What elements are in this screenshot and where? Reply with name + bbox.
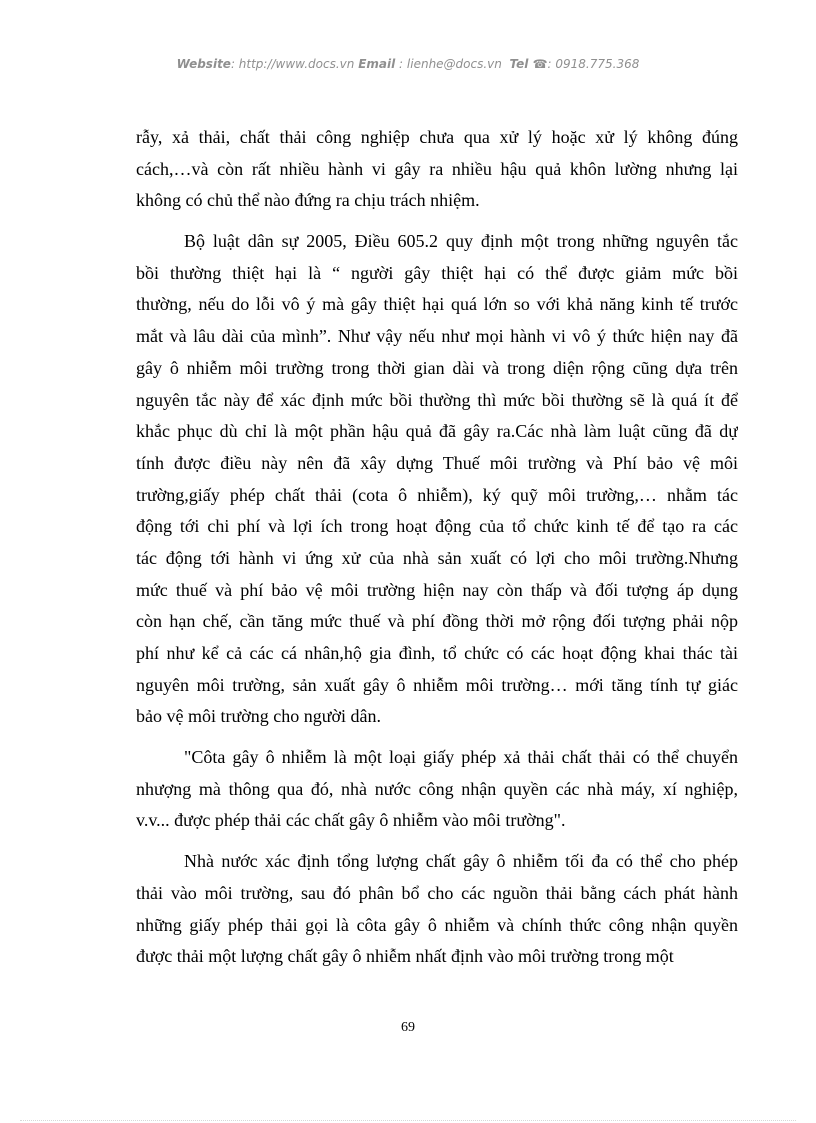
- paragraph-line: bảo vệ môi trường cho người dân.: [136, 706, 382, 727]
- paragraph-line: Bộ luật dân sự 2005, Điều 605.2 quy định một trong những nguyên tắc: [184, 231, 738, 252]
- website-label: Website: [176, 57, 231, 71]
- paragraph-line: những giấy phép thải gọi là côta gây ô nhiễm và chính thức công nhận quyền: [136, 914, 738, 935]
- email-label: Email: [358, 57, 396, 71]
- paragraph: [136, 127, 738, 222]
- paragraph-line: mắt và lâu dài của mình”. Như vậy nếu như mọi hành vi vô ý thức hiện nay đã: [136, 326, 738, 347]
- paragraph-line: phí như kể cả các cá nhân,hộ gia đình, tổ chức có các hoạt động khai thác tài: [136, 643, 738, 663]
- paragraph-line: thường, nếu do lỗi vô ý mà gây thiệt hại quá lớn so với khả năng kinh tế trước: [136, 294, 738, 315]
- page-number: 69: [401, 1020, 415, 1035]
- paragraph-line: khắc phục dù chỉ là một phần hậu quả đã gây ra.Các nhà làm luật cũng đã dự: [136, 421, 738, 442]
- paragraph-line: rẫy, xả thải, chất thải công nghiệp chưa qua xử lý hoặc xử lý không đúng: [136, 127, 738, 147]
- paragraph-line: "Côta gây ô nhiễm là một loại giấy phép xả thải chất thải có thể chuyển: [184, 747, 738, 768]
- paragraph-line: nguyên tắc này để xác định mức bồi thường thì mức bồi thường sẽ là quá ít để: [136, 389, 738, 410]
- paragraph: [136, 851, 738, 978]
- paragraph-line: còn hạn chế, cần tăng mức thuế và phí đồng thời mở rộng đối tượng phải nộp: [136, 611, 738, 632]
- tel-label: Tel ☎: [509, 57, 548, 71]
- paragraph-gap: [136, 738, 738, 747]
- paragraph-gap: [136, 222, 738, 231]
- paragraph-line: được thải một lượng chất gây ô nhiễm nhất định vào môi trường trong một: [136, 946, 674, 967]
- paragraph-line: nguyên môi trường, sản xuất gây ô nhiễm môi trường… mới tăng tính tự giác: [136, 674, 738, 695]
- paragraph-line: tính được điều này nên đã xây dựng Thuế môi trường và Phí bảo vệ môi: [136, 452, 738, 473]
- paragraph: [136, 231, 738, 738]
- paragraph-line: động tới chi phí và lợi ích trong hoạt động của tổ chức kinh tế để tạo ra các: [136, 516, 738, 537]
- paragraph-line: nhượng mà thông qua đó, nhà nước công nhận quyền các nhà máy, xí nghiệp,: [136, 778, 738, 799]
- website-value: : http://www.docs.vn: [230, 57, 359, 71]
- page-bottom-rule: [20, 1120, 796, 1121]
- paragraph-line: bồi thường thiệt hại là “ người gây thiệt hại có thể được giảm mức bồi: [136, 262, 738, 283]
- tel-value: : 0918.775.368: [547, 57, 640, 71]
- document-body: [136, 127, 738, 978]
- paragraph-line: tác động tới hành vi ứng xử của nhà sản xuất có lợi cho môi trường.Nhưng: [136, 547, 738, 568]
- paragraph-line: trường,giấy phép chất thải (cota ô nhiễm), ký quỹ môi trường,… nhằm tác: [136, 484, 738, 505]
- paragraph-line: gây ô nhiễm môi trường trong thời gian dài và trong diện rộng cũng dựa trên: [136, 357, 738, 378]
- email-value: : lienhe@docs.vn: [395, 57, 510, 71]
- paragraph-gap: [136, 842, 738, 851]
- paragraph-line: thải vào môi trường, sau đó phân bổ cho các nguồn thải bằng cách phát hành: [136, 882, 738, 903]
- paragraph-line: cách,…và còn rất nhiều hành vi gây ra nhiều hậu quả khôn lường nhưng lại: [136, 158, 738, 179]
- paragraph-line: mức thuế và phí bảo vệ môi trường hiện nay còn thấp và đối tượng áp dụng: [136, 579, 738, 600]
- paragraph-line: không có chủ thể nào đứng ra chịu trách nhiệm.: [136, 190, 480, 211]
- paragraph-line: v.v... được phép thải các chất gây ô nhiễm vào môi trường".: [136, 810, 566, 831]
- paragraph: [136, 747, 738, 842]
- page-header: [0, 57, 816, 71]
- paragraph-line: Nhà nước xác định tổng lượng chất gây ô nhiễm tối đa có thể cho phép: [184, 851, 738, 872]
